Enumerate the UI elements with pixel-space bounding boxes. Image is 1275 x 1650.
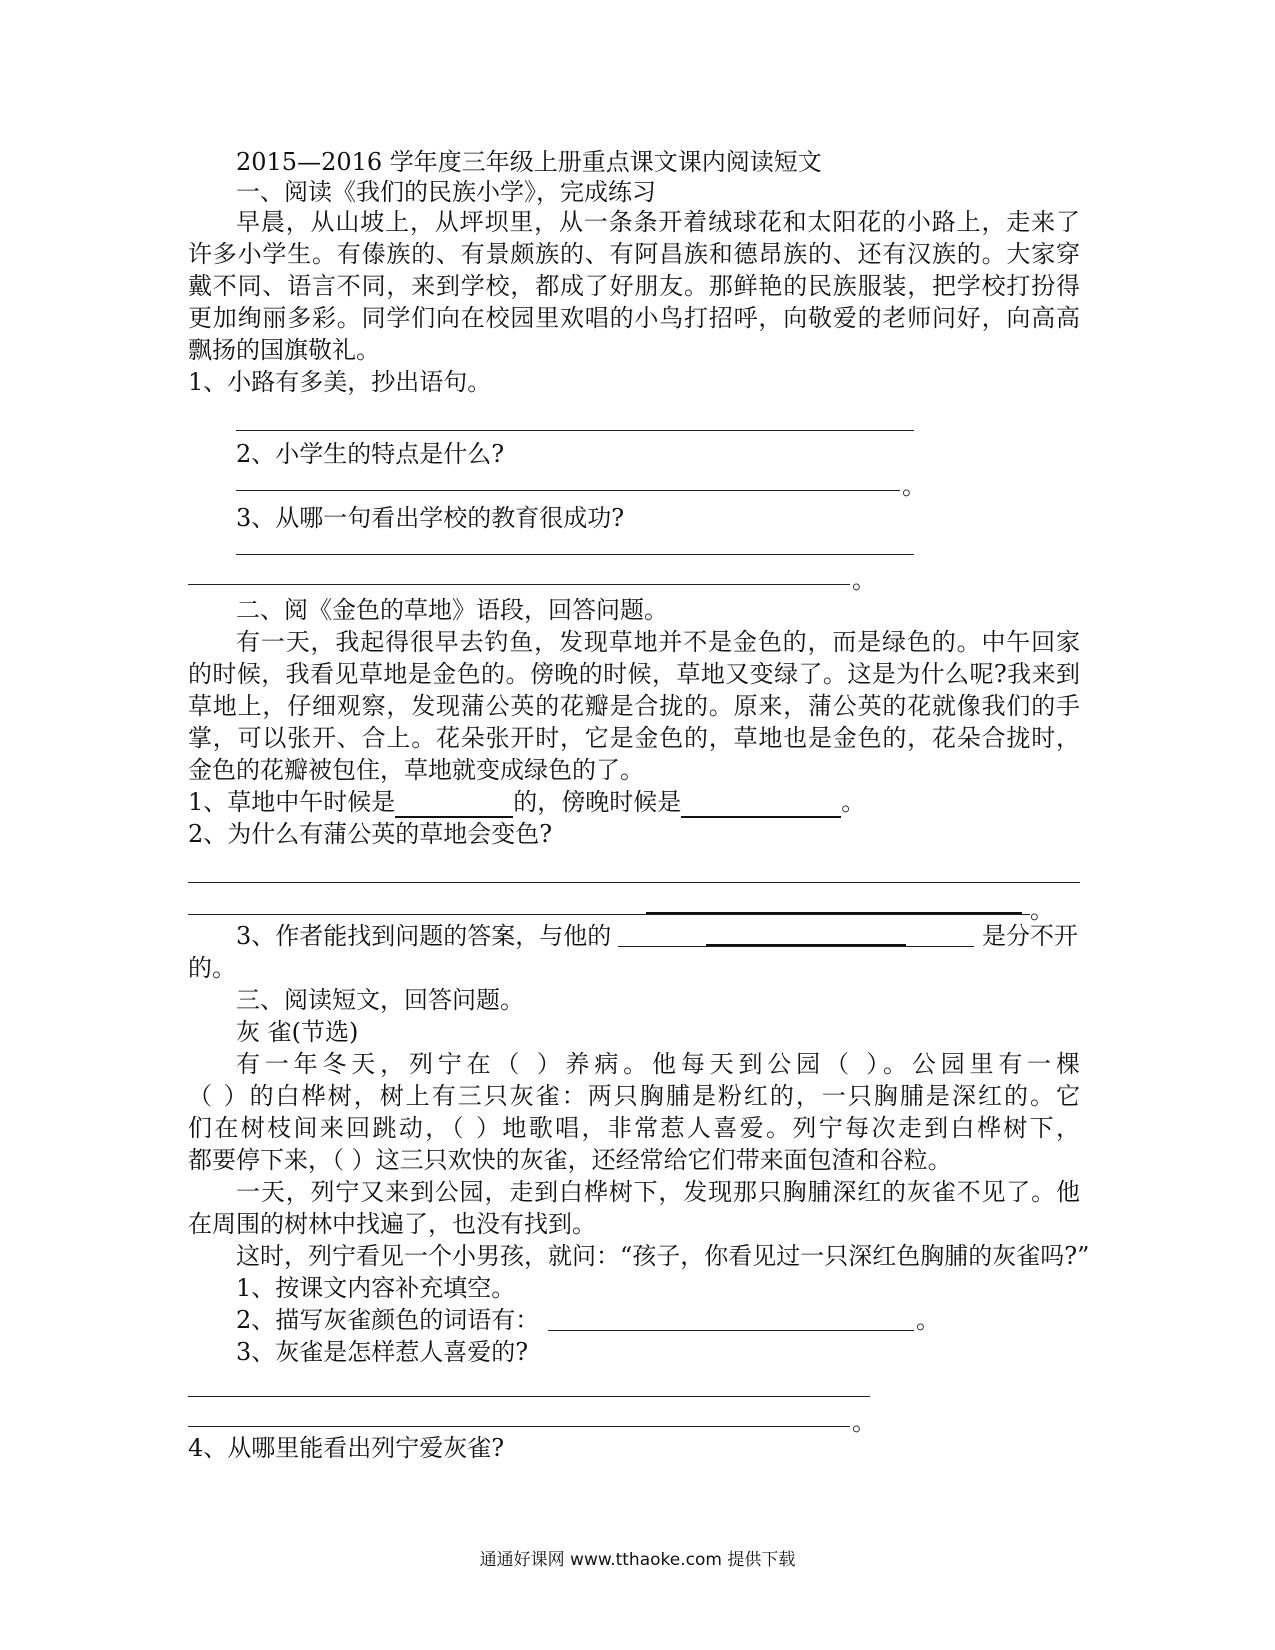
s1-para-line: 早晨，从山坡上，从坪坝里，从一条条开着绒球花和太阳花的小路上，走来了 (236, 208, 1080, 236)
s2-para-line: 掌，可以张开、合上。花朵张开时，它是金色的，草地也是金色的，花朵合拢时， (188, 724, 1080, 752)
section-2-heading: 二、阅《金色的草地》语段，回答问题。 (236, 596, 668, 624)
s3-para-line: 这时，列宁看见一个小男孩，就问：“孩子，你看见过一只深红色胸脯的灰雀吗?” (236, 1242, 1090, 1270)
answer-line-overlay (706, 944, 906, 946)
s3-para-line: （ ）的白桦树，树上有三只灰雀：两只胸脯是粉红的，一只胸脯是深红的。它 (188, 1082, 1080, 1110)
period: 。 (852, 566, 876, 594)
q1-text-c: 。 (841, 788, 866, 816)
answer-line[interactable] (188, 882, 1080, 883)
q1-text-b: 的，傍晚时候是 (513, 788, 682, 816)
period: 。 (916, 1306, 940, 1334)
period: 。 (1030, 896, 1054, 924)
footer-source: 通通好课网 www.tthaoke.com 提供下载 (479, 1550, 796, 1570)
q1-text-a: 1、草地中午时候是 (188, 788, 396, 816)
story-title: 灰 雀(节选) (236, 1018, 359, 1046)
s1-question-3: 3、从哪一句看出学校的教育很成功? (236, 504, 625, 532)
blank-evening[interactable] (681, 790, 841, 818)
answer-line[interactable] (188, 584, 850, 585)
s3-para-line: 都要停下来，（ ）这三只欢快的灰雀，还经常给它们带来面包渣和谷粒。 (188, 1146, 952, 1174)
s2-para-line: 的时候，我看见草地是金色的。傍晚的时候，草地又变绿了。这是为什么呢?我来到 (188, 660, 1080, 688)
s1-para-line: 戴不同、语言不同，来到学校，都成了好朋友。那鲜艳的民族服装，把学校打扮得 (188, 272, 1080, 300)
s1-question-2: 2、小学生的特点是什么? (236, 440, 505, 468)
answer-line[interactable] (236, 490, 900, 491)
answer-line-overlay (646, 912, 1022, 914)
answer-line[interactable] (188, 914, 1030, 915)
s2-question-3: 3、作者能找到问题的答案，与他的 (236, 922, 612, 950)
s2-question-2: 2、为什么有蒲公英的草地会变色? (188, 820, 553, 848)
s3-question-3: 3、灰雀是怎样惹人喜爱的? (236, 1338, 529, 1366)
s1-para-line: 飘扬的国旗敬礼。 (188, 336, 380, 364)
s1-para-line: 许多小学生。有傣族的、有景颇族的、有阿昌族和德昂族的、还有汉族的。大家穿 (188, 240, 1080, 268)
s3-para-line: 在周围的树林中找遍了，也没有找到。 (188, 1210, 596, 1238)
s2-question-3-tail: 是分不开 (982, 922, 1078, 950)
s1-question-1: 1、小路有多美，抄出语句。 (188, 368, 492, 396)
s1-para-line: 更加绚丽多彩。同学们向在校园里欢唱的小鸟打招呼，向敬爱的老师问好，向高高 (188, 304, 1080, 332)
s2-para-line: 有一天，我起得很早去钓鱼，发现草地并不是金色的，而是绿色的。中午回家 (236, 628, 1080, 656)
s2-para-line: 金色的花瓣被包住，草地就变成绿色的了。 (188, 756, 644, 784)
s2-question-1 (188, 786, 865, 818)
period: 。 (902, 472, 926, 500)
period: 。 (852, 1408, 876, 1436)
s2-para-line: 草地上，仔细观察，发现蒲公英的花瓣是合拢的。原来，蒲公英的花就像我们的手 (188, 692, 1080, 720)
section-1-heading: 一、阅读《我们的民族小学》，完成练习 (236, 178, 656, 206)
page-title: 2015—2016 学年度三年级上册重点课文课内阅读短文 (236, 148, 822, 176)
answer-line[interactable] (618, 946, 974, 947)
answer-line[interactable] (236, 554, 914, 555)
s3-para-line: 有一年冬天，列宁在（ ）养病。他每天到公园（ ）。公园里有一棵 (236, 1050, 1080, 1078)
s2-question-3-end: 的。 (188, 954, 236, 982)
s3-question-4: 4、从哪里能看出列宁爱灰雀? (188, 1434, 505, 1462)
s3-para-line: 一天，列宁又来到公园，走到白桦树下，发现那只胸脯深红的灰雀不见了。他 (236, 1178, 1080, 1206)
answer-line[interactable] (188, 1426, 850, 1427)
answer-line[interactable] (548, 1330, 914, 1331)
blank-noon[interactable] (395, 790, 513, 818)
answer-line[interactable] (236, 430, 914, 431)
section-3-heading: 三、阅读短文，回答问题。 (236, 986, 524, 1014)
s3-question-1: 1、按课文内容补充填空。 (236, 1274, 516, 1302)
s3-question-2: 2、描写灰雀颜色的词语有： (236, 1306, 540, 1334)
s3-para-line: 们在树枝间来回跳动，（ ）地歌唱，非常惹人喜爱。列宁每次走到白桦树下， (188, 1114, 1080, 1142)
answer-line[interactable] (188, 1396, 870, 1397)
